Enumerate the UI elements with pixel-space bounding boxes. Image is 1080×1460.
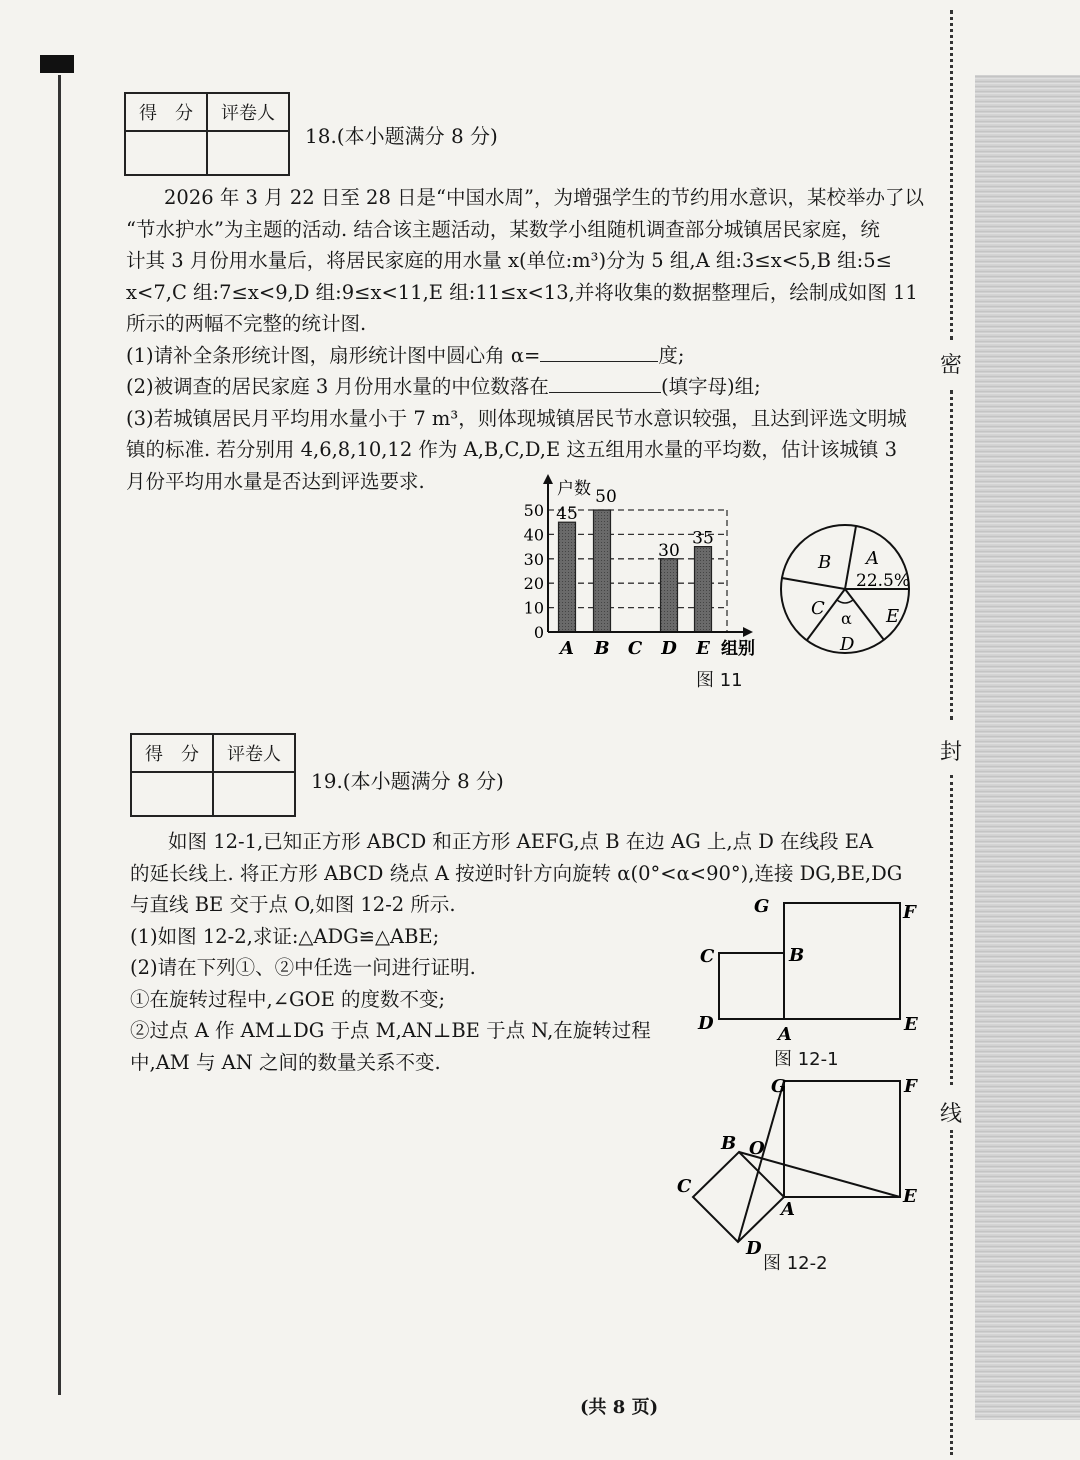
- q18-line: 所示的两幅不完整的统计图.: [126, 312, 367, 335]
- point-label-b: B: [789, 945, 805, 966]
- q19-line: ①在旋转过程中,∠GOE 的度数不变;: [130, 987, 446, 1011]
- point-label-c: C: [700, 946, 715, 967]
- x-axis-label: 组别: [721, 639, 755, 659]
- q19-line: 中,AM 与 AN 之间的数量关系不变.: [130, 1050, 441, 1074]
- pie-slice-border: [782, 578, 845, 589]
- score-cell: [125, 131, 207, 175]
- y-tick-label: 10: [523, 598, 544, 618]
- score-header: 得 分: [125, 93, 207, 131]
- x-category-label: D: [661, 638, 677, 659]
- pie-label-e: E: [886, 606, 900, 627]
- seal-dotted-line: [950, 775, 953, 1085]
- q18-line: 计其 3 月份用水量后，将居民家庭的用水量 x(单位:m³)分为 5 组,A 组:3≤x<5,B 组:5≤: [126, 249, 892, 272]
- q18-sub2: [126, 371, 924, 403]
- pie-alpha-symbol: α: [841, 609, 852, 628]
- bar: [661, 559, 678, 632]
- pie-label-b: B: [818, 552, 832, 573]
- figure-12-2-caption: 图 12-2: [763, 1253, 828, 1274]
- seal-char-xian: 线: [940, 1102, 963, 1127]
- figure-12-1-caption: 图 12-1: [774, 1049, 839, 1070]
- q19-line: (1)如图 12-2,求证:△ADG≌△ABE;: [130, 924, 440, 948]
- point-label-e: E: [904, 1014, 918, 1035]
- q18-sub1-unit: 度;: [658, 343, 685, 367]
- q18-line: “节水护水”为主题的活动. 结合该主题活动，某数学小组随机调查部分城镇居民家庭，统: [126, 217, 880, 241]
- seal-dotted-line: [950, 390, 953, 720]
- y-tick-label: 50: [523, 501, 544, 520]
- point-label-c: C: [677, 1176, 692, 1197]
- pie-label-d: D: [840, 634, 855, 655]
- x-category-label: C: [627, 638, 643, 659]
- answer-blank: [540, 341, 658, 362]
- q19-line: 的延长线上. 将正方形 ABCD 绕点 A 按逆时针方向旋转 α(0°<α<90°),连接 DG,BE,DG: [130, 861, 903, 885]
- y-tick-label: 0: [533, 623, 544, 642]
- q19-score-table: [130, 733, 296, 817]
- point-label-f: F: [903, 902, 916, 923]
- point-label-e: E: [903, 1186, 917, 1207]
- y-tick-label: 30: [523, 549, 544, 569]
- point-label-d: D: [746, 1238, 762, 1255]
- seal-dotted-line: [950, 1130, 953, 1455]
- seal-dotted-line: [950, 10, 953, 340]
- x-category-label: A: [560, 638, 574, 659]
- point-label-f: F: [904, 1076, 917, 1097]
- corner-mark: [40, 55, 74, 73]
- figure-12-1: [690, 890, 930, 1040]
- score-cell: [131, 772, 213, 816]
- page-footer: (共 8 页): [580, 1397, 659, 1418]
- q18-sub2-text: (2)被调查的居民家庭 3 月份用水量的中位数落在: [126, 375, 549, 398]
- bar: [594, 510, 611, 632]
- point-label-a: A: [781, 1199, 795, 1220]
- point-label-d: D: [698, 1013, 714, 1034]
- grader-cell: [207, 131, 289, 175]
- left-margin-line: [58, 75, 61, 1395]
- grader-header: 评卷人: [207, 93, 289, 131]
- x-category-label: E: [696, 638, 710, 659]
- point-label-o: O: [749, 1138, 765, 1159]
- seal-char-mi: 密: [940, 353, 963, 378]
- bar-value-label: 35: [692, 528, 714, 549]
- answer-blank: [549, 372, 661, 393]
- point-label-g: G: [771, 1076, 787, 1097]
- score-header: 得 分: [131, 734, 213, 772]
- pie-value-a: 22.5%: [856, 571, 911, 591]
- q18-line: x<7,C 组:7≤x<9,D 组:9≤x<11,E 组:11≤x<13,并将收集的数据整理后，绘制成如图 11: [126, 280, 918, 304]
- y-tick-label: 20: [523, 574, 544, 594]
- point-label-b: B: [721, 1133, 737, 1154]
- bar-value-label: 45: [556, 504, 578, 525]
- q18-sub2-tail: (填字母)组;: [660, 375, 761, 398]
- x-category-label: B: [594, 638, 610, 659]
- binding-strip: [975, 75, 1080, 1420]
- pie-slice-border: [845, 526, 856, 589]
- pie-label-c: C: [811, 598, 825, 619]
- y-axis-arrow: [543, 474, 553, 484]
- q18-sub1-text: (1)请补全条形统计图，扇形统计图中圆心角 α=: [126, 343, 541, 367]
- q19-line: (2)请在下列①、②中任选一问进行证明.: [130, 956, 476, 979]
- square-aefg: [784, 1081, 900, 1197]
- q18-line: 镇的标准. 若分别用 4,6,8,10,12 作为 A,B,C,D,E 这五组用水量的平均数，估计该城镇 3: [126, 438, 898, 461]
- point-label-g: G: [754, 896, 770, 917]
- q19-line: 如图 12-1,已知正方形 ABCD 和正方形 AEFG,点 B 在边 AG 上,点 D 在线段 EA: [168, 830, 874, 853]
- pie-chart: [775, 520, 925, 670]
- figure-12-2: [670, 1070, 930, 1255]
- q18-score-table: [124, 92, 290, 176]
- bar: [559, 522, 576, 632]
- q19-line: ②过点 A 作 AM⊥DG 于点 M,AN⊥BE 于点 N,在旋转过程: [130, 1019, 651, 1042]
- square-abcd: [693, 1152, 784, 1242]
- bar-value-label: 50: [595, 487, 617, 507]
- bar-chart: [505, 470, 775, 665]
- grader-cell: [213, 772, 295, 816]
- q19-line: 与直线 BE 交于点 O,如图 12-2 所示.: [130, 893, 456, 916]
- q19-title: 19.(本小题满分 8 分): [311, 769, 504, 793]
- bar: [695, 547, 712, 632]
- alpha-arc: [837, 600, 853, 603]
- x-axis-arrow: [743, 627, 753, 637]
- q18-title: 18.(本小题满分 8 分): [305, 124, 498, 148]
- segment-dg: [738, 1081, 784, 1242]
- point-label-a: A: [778, 1024, 792, 1040]
- y-axis-label: 户数: [557, 479, 591, 499]
- bar-value-label: 30: [658, 540, 680, 561]
- q18-line: 月份平均用水量是否达到评选要求.: [126, 469, 425, 493]
- grader-header: 评卷人: [213, 734, 295, 772]
- figure-11-caption: 图 11: [696, 670, 743, 691]
- q18-line: 2026 年 3 月 22 日至 28 日是“中国水周”，为增强学生的节约用水意识，某校举办了以: [164, 186, 924, 209]
- q18-sub1: [126, 340, 924, 372]
- y-tick-label: 40: [523, 525, 544, 545]
- square-abcd: [719, 953, 784, 1019]
- q18-body: [126, 182, 924, 497]
- pie-label-a: A: [866, 548, 879, 569]
- seal-char-feng: 封: [940, 740, 963, 765]
- q18-line: (3)若城镇居民月平均用水量小于 7 m³，则体现城镇居民节水意识较强，且达到评选文明城: [126, 406, 907, 430]
